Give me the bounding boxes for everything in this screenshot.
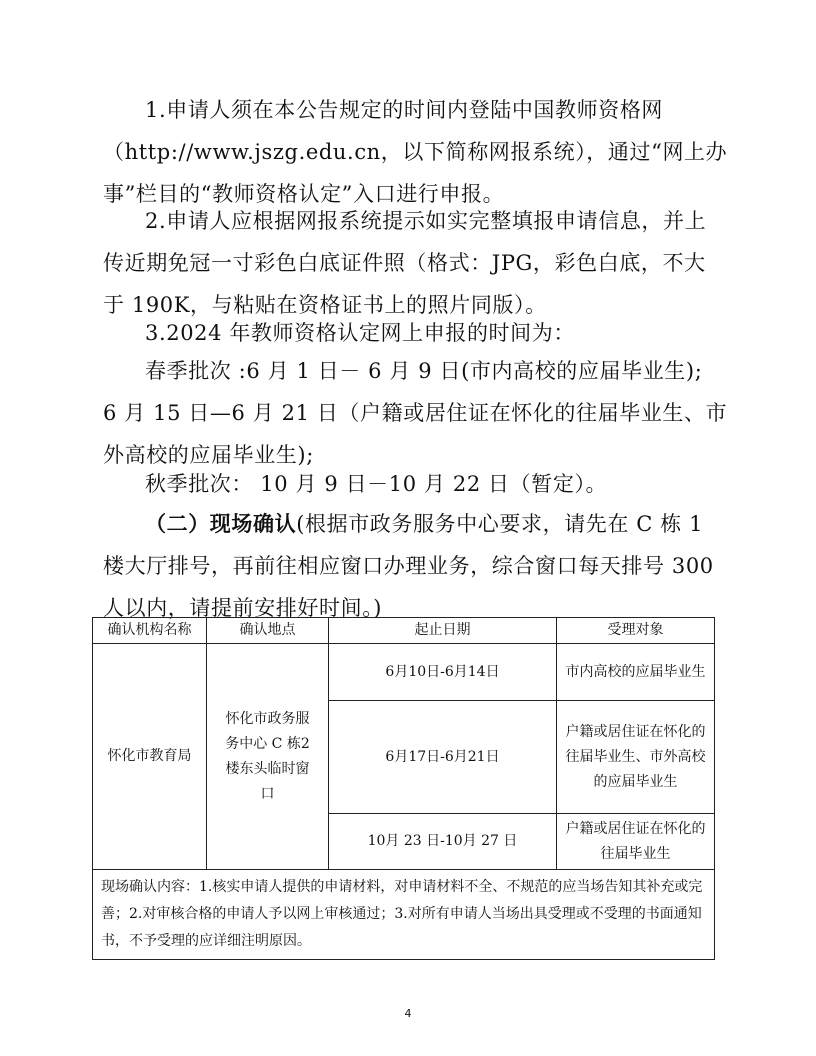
para3-line1: 3.2024 年教师资格认定网上申报的时间为： [145, 321, 575, 345]
para6-line3: 人以内，请提前安排好时间。) [103, 596, 383, 620]
target-cell: 市内高校的应届毕业生 [557, 644, 715, 701]
header-dates: 起止日期 [329, 618, 557, 644]
target-cell: 户籍或居住证在怀化的往届毕业生、市外高校的应届毕业生 [557, 701, 715, 814]
paragraph-onsite-confirm [103, 503, 725, 629]
para6-line2: 楼大厅排号，再前往相应窗口办理业务，综合窗口每天排号 300 [103, 554, 714, 578]
para4-line1: 春季批次 :6 月 1 日－ 6 月 9 日(市内高校的应届毕业生); [145, 359, 703, 383]
target-cell: 户籍或居住证在怀化的往届毕业生 [557, 814, 715, 870]
para1-line3: 事”栏目的“教师资格认定”入口进行申报。 [103, 182, 505, 206]
dates-cell: 6月17日-6月21日 [329, 701, 557, 814]
table-header-row [93, 618, 715, 644]
header-location: 确认地点 [207, 618, 329, 644]
para2-line2: 传近期免冠一寸彩色白底证件照（格式：JPG，彩色白底，不大 [103, 251, 706, 275]
dates-cell: 6月10日-6月14日 [329, 644, 557, 701]
para1-line1: 1.申请人须在本公告规定的时间内登陆中国教师资格网 [145, 98, 664, 122]
para2-line1: 2.申请人应根据网报系统提示如实完整填报申请信息，并上 [145, 209, 707, 233]
header-target: 受理对象 [557, 618, 715, 644]
para5-line1: 秋季批次： 10 月 9 日－10 月 22 日（暂定）。 [145, 472, 608, 496]
paragraph-fill-info [103, 200, 725, 326]
org-cell: 怀化市教育局 [93, 644, 207, 870]
note-cell: 现场确认内容：1.核实申请人提供的申请材料，对申请材料不全、不规范的应当场告知其补充或完善；2.对审核合格的申请人予以网上审核通过；3.对所有申请人当场出具受理或不受理的书面通知书，不予受理的应详细注明原因。 [93, 870, 715, 960]
paragraph-spring-batch [103, 350, 728, 476]
confirmation-table [92, 617, 715, 960]
location-cell: 怀化市政务服务中心 C 栋2楼东头临时窗口 [207, 644, 329, 870]
paragraph-online-apply [103, 89, 728, 215]
para6-line1: (根据市政务服务中心要求，请先在 C 栋 1 [296, 512, 704, 536]
para4-line3: 外高校的应届毕业生); [103, 443, 314, 467]
header-org: 确认机构名称 [93, 618, 207, 644]
para1-line2: （http://www.jszg.edu.cn，以下简称网报系统），通过“网上办 [103, 140, 728, 164]
table-row [93, 644, 715, 701]
paragraph-autumn-batch [103, 463, 725, 505]
dates-cell: 10月 23 日-10月 27 日 [329, 814, 557, 870]
para4-line2: 6 月 15 日—6 月 21 日（户籍或居住证在怀化的往届毕业生、市 [103, 401, 728, 425]
page-number: 4 [404, 1007, 412, 1020]
table-note-row [93, 870, 715, 960]
para2-line3: 于 190K，与粘贴在资格证书上的照片同版）。 [103, 293, 547, 317]
section-heading: （二）现场确认 [145, 511, 297, 536]
paragraph-apply-time [103, 312, 725, 354]
